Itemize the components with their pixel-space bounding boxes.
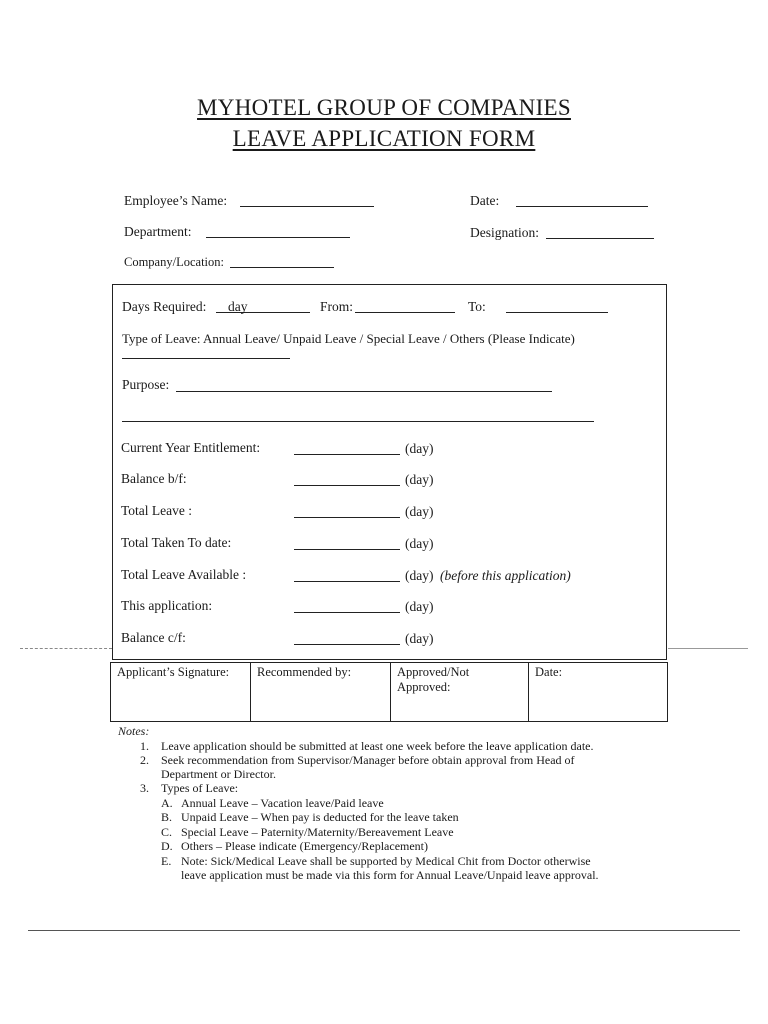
total-leave-unit: (day) [405, 504, 434, 519]
designation-field[interactable] [546, 238, 654, 239]
signature-date-cell[interactable] [529, 663, 666, 721]
note-d: Others – Please indicate (Emergency/Replacement) [181, 839, 429, 853]
company-location-label: Company/Location: [124, 255, 224, 269]
note-b-letter: B. [161, 810, 173, 824]
date-field[interactable] [516, 206, 648, 207]
balance-cf-field[interactable] [294, 644, 400, 645]
purpose-field-line2[interactable] [122, 421, 594, 422]
total-available-label: Total Leave Available : [121, 567, 247, 582]
days-unit: day [228, 299, 248, 314]
note-3-number: 3. [140, 781, 149, 795]
purpose-label: Purpose: [122, 377, 170, 392]
total-available-note: (before this application) [440, 568, 571, 583]
entitlement-field[interactable] [294, 454, 400, 455]
this-application-field[interactable] [294, 612, 400, 613]
total-available-unit: (day) [405, 568, 434, 583]
approved-label-line1: Approved/Not [397, 665, 470, 679]
from-label: From: [320, 299, 354, 314]
applicant-signature-label: Applicant’s Signature: [117, 665, 230, 679]
note-1: Leave application should be submitted at least one week before the leave application date. [161, 739, 594, 753]
note-3: Types of Leave: [161, 781, 239, 795]
type-of-leave-field[interactable] [122, 358, 290, 359]
balance-bf-label: Balance b/f: [121, 471, 187, 486]
type-of-leave-label: Type of Leave: Annual Leave/ Unpaid Leave / Special Leave / Others (Please Indicate) [122, 331, 575, 346]
total-taken-unit: (day) [405, 536, 434, 551]
this-application-label: This application: [121, 598, 213, 613]
balance-bf-field[interactable] [294, 485, 400, 486]
left-edge-mark [20, 648, 112, 649]
from-field[interactable] [355, 312, 455, 313]
note-2-line2: Department or Director. [161, 767, 276, 781]
note-c-letter: C. [161, 825, 173, 839]
approved-cell[interactable] [391, 663, 529, 721]
entitlement-unit: (day) [405, 441, 434, 456]
signature-row [110, 662, 668, 722]
balance-bf-unit: (day) [405, 472, 434, 487]
bottom-rule [28, 930, 740, 931]
purpose-field-line1[interactable] [176, 391, 552, 392]
to-field[interactable] [506, 312, 608, 313]
form-title: LEAVE APPLICATION FORM [232, 126, 536, 151]
to-label: To: [468, 299, 486, 314]
signature-date-label: Date: [535, 665, 563, 679]
designation-label: Designation: [470, 225, 539, 240]
applicant-signature-cell[interactable] [111, 663, 251, 721]
approved-label-line2: Approved: [397, 680, 451, 694]
balance-cf-label: Balance c/f: [121, 630, 186, 645]
employee-name-field[interactable] [240, 206, 374, 207]
total-leave-label: Total Leave : [121, 503, 193, 518]
days-required-label: Days Required: [122, 299, 207, 314]
note-2-number: 2. [140, 753, 149, 767]
recommended-by-label: Recommended by: [257, 665, 352, 679]
note-e-line2: leave application must be made via this form for Annual Leave/Unpaid leave approval. [181, 868, 599, 882]
note-e-letter: E. [161, 854, 172, 868]
this-application-unit: (day) [405, 599, 434, 614]
department-field[interactable] [206, 237, 350, 238]
notes-title: Notes: [118, 724, 150, 738]
balance-cf-unit: (day) [405, 631, 434, 646]
entitlement-label: Current Year Entitlement: [121, 440, 261, 455]
note-c: Special Leave – Paternity/Maternity/Bereavement Leave [181, 825, 454, 839]
right-edge-mark [668, 648, 748, 649]
total-leave-field[interactable] [294, 517, 400, 518]
employee-name-label: Employee’s Name: [124, 193, 228, 208]
note-e-line1: Note: Sick/Medical Leave shall be supported by Medical Chit from Doctor otherwise [181, 854, 591, 868]
total-taken-field[interactable] [294, 549, 400, 550]
date-label: Date: [470, 193, 500, 208]
note-b: Unpaid Leave – When pay is deducted for the leave taken [181, 810, 459, 824]
company-location-field[interactable] [230, 267, 334, 268]
total-taken-label: Total Taken To date: [121, 535, 232, 550]
recommended-by-cell[interactable] [251, 663, 391, 721]
total-available-field[interactable] [294, 581, 400, 582]
note-a-letter: A. [161, 796, 173, 810]
note-1-number: 1. [140, 739, 149, 753]
department-label: Department: [124, 224, 192, 239]
note-d-letter: D. [161, 839, 173, 853]
note-a: Annual Leave – Vacation leave/Paid leave [181, 796, 384, 810]
company-title: MYHOTEL GROUP OF COMPANIES [197, 95, 571, 120]
note-2-line1: Seek recommendation from Supervisor/Manager before obtain approval from Head of [161, 753, 575, 767]
